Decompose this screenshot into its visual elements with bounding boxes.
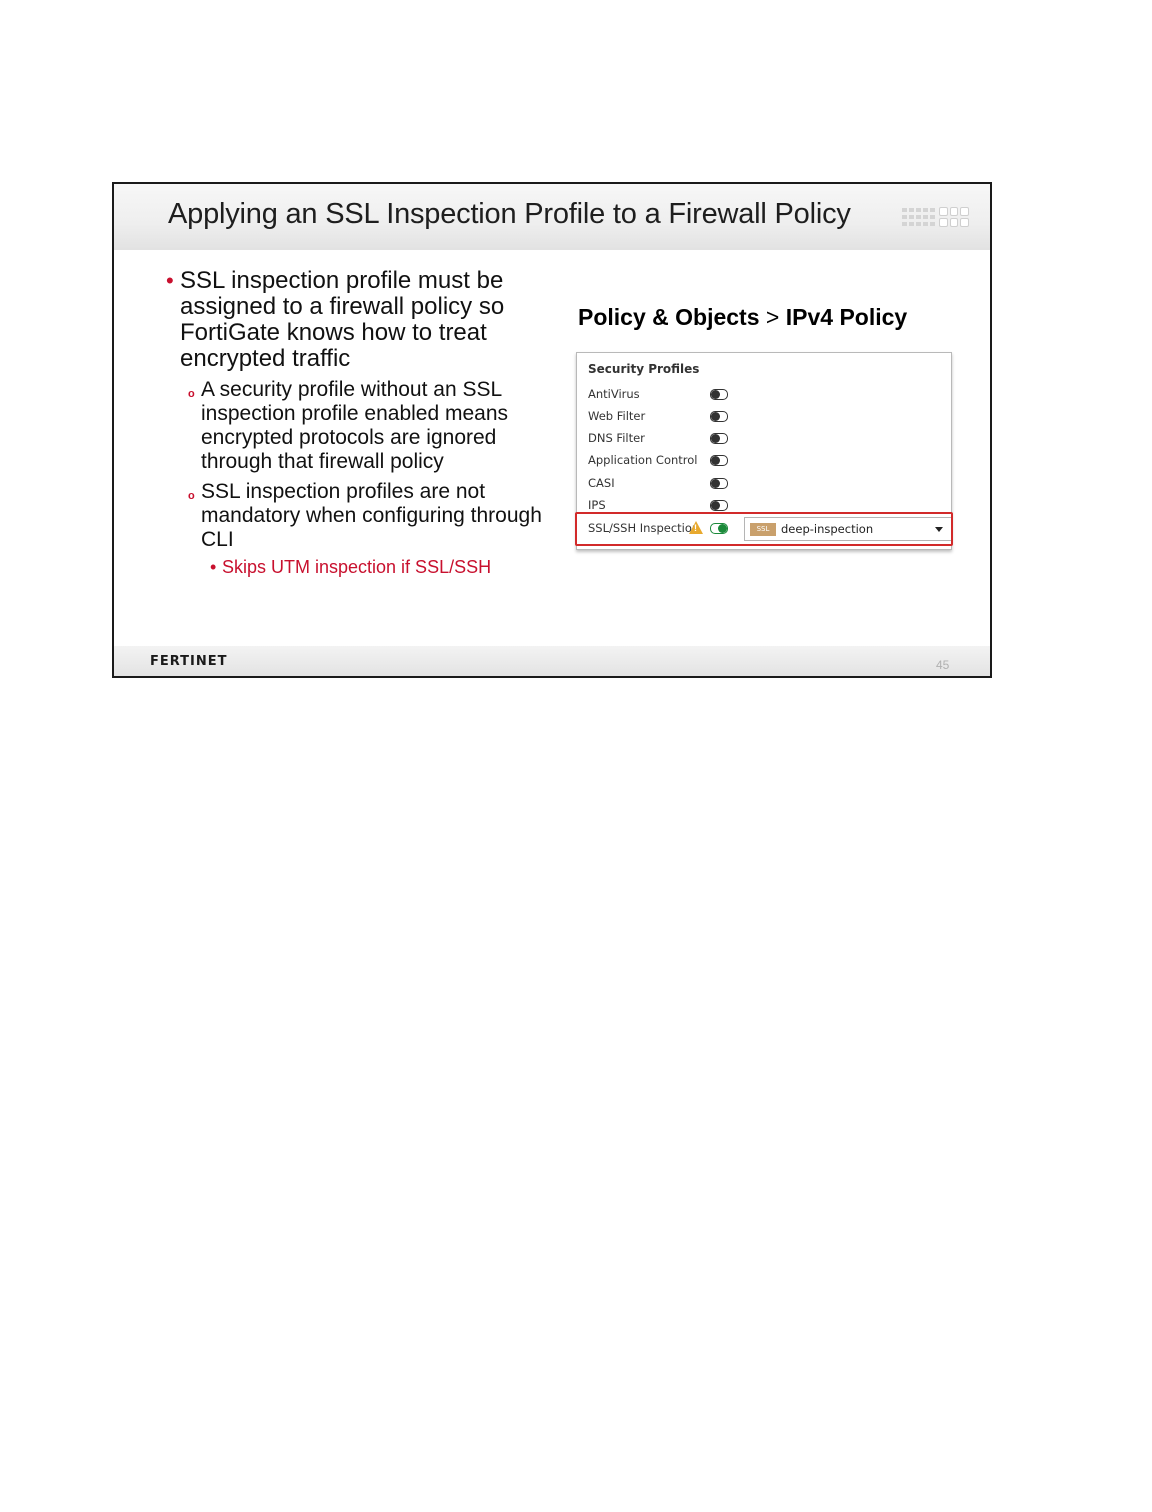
bullet-sub-1-text: A security profile without an SSL inspection profile enabled means encrypted protocols are ignored through that firewall policy bbox=[201, 378, 509, 473]
casi-toggle[interactable] bbox=[710, 478, 728, 489]
bullet-sub-2 bbox=[166, 480, 546, 552]
profile-row-dns-filter bbox=[588, 431, 938, 447]
profile-label: Application Control bbox=[588, 453, 698, 467]
bullet-sub-1 bbox=[166, 378, 546, 474]
profile-row-web-filter bbox=[588, 409, 938, 425]
application-control-toggle[interactable] bbox=[710, 455, 728, 466]
profile-label: DNS Filter bbox=[588, 431, 645, 445]
slide bbox=[112, 182, 992, 678]
profile-row-casi bbox=[588, 476, 938, 492]
profile-label: Web Filter bbox=[588, 409, 646, 423]
chevron-down-icon[interactable] bbox=[935, 527, 943, 532]
ssl-profile-selected-value: deep-inspection bbox=[781, 522, 874, 536]
bullet-list bbox=[166, 268, 546, 578]
title-bar bbox=[114, 184, 990, 250]
bullet-marker: • bbox=[166, 268, 174, 293]
profile-row-antivirus bbox=[588, 387, 938, 403]
dns-filter-toggle[interactable] bbox=[710, 433, 728, 444]
ssl-badge: SSL bbox=[750, 523, 776, 536]
fortinet-brand: FERTINET bbox=[150, 654, 228, 669]
profile-row-ips bbox=[588, 498, 938, 514]
nav-path-part1: Policy & Objects bbox=[578, 304, 760, 330]
ssl-profile-select[interactable] bbox=[744, 517, 952, 541]
ssl-ssh-inspection-toggle[interactable] bbox=[710, 523, 728, 534]
fortinet-logo-icon bbox=[939, 207, 969, 227]
profile-row-ssl-ssh-inspection bbox=[588, 521, 938, 537]
bullet-main bbox=[166, 268, 546, 372]
bullet-sub-2-text: SSL inspection profiles are not mandatory when configuring through CLI bbox=[201, 480, 542, 551]
note-bullet-marker: • bbox=[210, 557, 217, 577]
profile-label: CASI bbox=[588, 476, 615, 490]
nav-path-heading bbox=[578, 304, 907, 331]
ips-toggle[interactable] bbox=[710, 500, 728, 511]
sub-bullet-marker: o bbox=[188, 490, 195, 502]
sub-bullet-marker: o bbox=[188, 388, 195, 400]
antivirus-toggle[interactable] bbox=[710, 389, 728, 400]
profile-label: IPS bbox=[588, 498, 606, 512]
bullet-note bbox=[166, 556, 546, 578]
profile-label: AntiVirus bbox=[588, 387, 640, 401]
bullet-note-text: Skips UTM inspection if SSL/SSH bbox=[222, 557, 492, 577]
profile-row-application-control bbox=[588, 453, 938, 469]
security-profiles-panel bbox=[576, 352, 952, 550]
security-profiles-title: Security Profiles bbox=[588, 362, 700, 376]
web-filter-toggle[interactable] bbox=[710, 411, 728, 422]
page-number: 45 bbox=[936, 658, 950, 672]
nav-path-part2: IPv4 Policy bbox=[785, 304, 908, 330]
warning-icon bbox=[689, 521, 703, 534]
slide-title: Applying an SSL Inspection Profile to a Firewall Policy bbox=[168, 198, 851, 230]
profile-label: SSL/SSH Inspection bbox=[588, 521, 700, 535]
nav-path-separator: > bbox=[765, 304, 780, 330]
footer-bar bbox=[114, 646, 990, 676]
bullet-main-text: SSL inspection profile must be assigned to a firewall policy so FortiGate knows how to treat encrypted traffic bbox=[180, 267, 505, 372]
